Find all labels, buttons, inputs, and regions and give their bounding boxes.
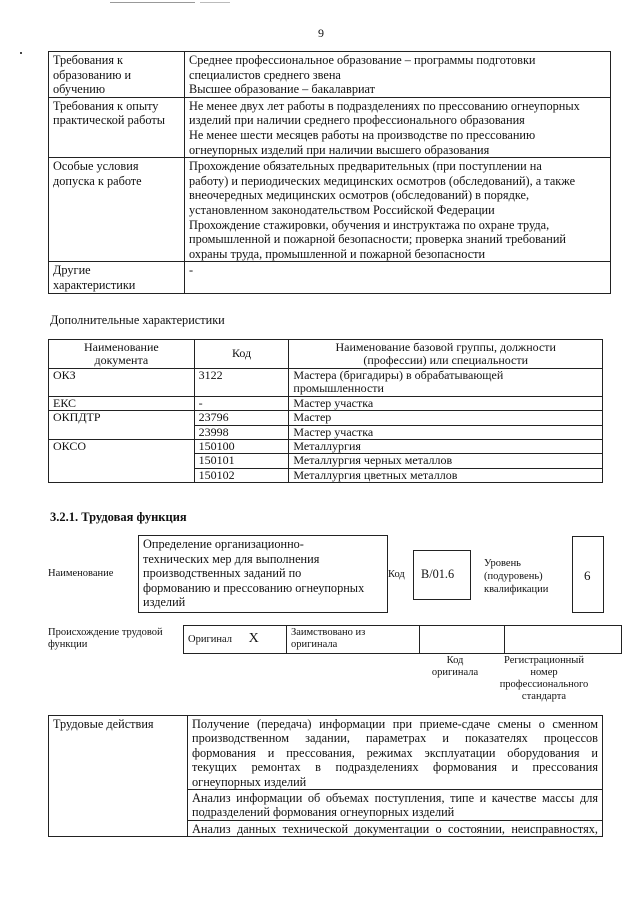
requirements-row — [49, 97, 611, 157]
classification-name: Металлургия — [289, 440, 603, 454]
header-group-name: Наименование базовой группы, должности (профессии) или специальности — [289, 340, 603, 369]
classification-code: 23796 — [194, 411, 289, 425]
scan-artifact-line — [200, 2, 230, 3]
function-name-box: Определение организационно- технических мер для выполнения производственных заданий по формованию и прессованию огнеупорных изделий — [138, 535, 388, 613]
requirement-label: Особые условия допуска к работе — [49, 158, 185, 262]
classification-code: 150100 — [194, 440, 289, 454]
requirement-label: Требования к опыту практической работы — [49, 97, 185, 157]
classification-name: Металлургия цветных металлов — [289, 468, 603, 482]
registration-number-cell — [505, 626, 622, 654]
scan-speck — [20, 52, 22, 54]
classification-code: 23998 — [194, 425, 289, 439]
header-document-name: Наименование документа — [49, 340, 195, 369]
classification-name: Мастера (бригадиры) в обрабатывающей промышленности — [289, 369, 603, 397]
origin-table — [183, 625, 622, 654]
labor-action-text: Получение (передача) информации при приеме-сдаче смены о сменном производственном задании, параметрах и показателях процессов формования и прессования, режимах эксплуатации оборудования и текущих ремонтах в подразделениях формования и прессования огнеупорных изделий — [188, 716, 603, 790]
header-code: Код — [194, 340, 289, 369]
registration-caption: Регистрационный номер профессионального стандарта — [499, 655, 589, 702]
requirement-value: Не менее двух лет работы в подразделениях по прессованию огнеупорных изделий при наличии среднего профессионального образования Не менее шести месяцев работы на производстве по прессованию огнеупорных изделий при наличии высшего образования — [185, 97, 611, 157]
additional-characteristics-table — [48, 339, 603, 483]
requirement-label: Другие характеристики — [49, 262, 185, 293]
requirements-table — [48, 51, 611, 294]
classification-row — [49, 369, 603, 397]
labor-action-text: Анализ данных технической документации о состоянии, неисправностях, — [188, 820, 603, 836]
labor-actions-table — [48, 715, 603, 837]
requirements-row — [49, 52, 611, 98]
requirement-value: Прохождение обязательных предварительных (при поступлении на работу) и периодических медицинских осмотров (обследований), а также внеочередных медицинских осмотров (обследований) в порядке, установленном законодательством Российской Федерации Прохождение стажировки, обучения и инструктажа по охране труда, промышленной и пожарной безопасности; проверка знаний требований охраны труда, промышленной и пожарной безопасности — [185, 158, 611, 262]
classification-code: 150102 — [194, 468, 289, 482]
classification-name: Мастер участка — [289, 425, 603, 439]
origin-label: Происхождение трудовой функции — [48, 627, 163, 650]
requirements-row — [49, 158, 611, 262]
classification-document: ОКПДТР — [49, 411, 195, 440]
level-box — [572, 536, 604, 613]
classification-code: 150101 — [194, 454, 289, 468]
borrowed-cell: Заимствовано из оригинала — [287, 626, 420, 654]
labor-actions-label: Трудовые действия — [49, 716, 188, 837]
labor-action-row — [49, 716, 603, 790]
labor-action-text: Анализ информации об объемах поступления, типе и качестве массы для подразделений формования огнеупорных изделий — [188, 790, 603, 821]
function-heading: 3.2.1. Трудовая функция — [50, 510, 187, 524]
classification-name: Мастер участка — [289, 396, 603, 410]
requirement-label: Требования к образованию и обучению — [49, 52, 185, 98]
classification-document: ОКЗ — [49, 369, 195, 397]
code-label: Код — [388, 569, 405, 580]
original-cell: Оригинал X — [184, 626, 287, 654]
classification-name: Мастер — [289, 411, 603, 425]
level-value: 6 — [584, 568, 591, 583]
classification-code: - — [194, 396, 289, 410]
level-label: Уровень (подуровень) квалификации — [484, 558, 549, 595]
classification-name: Металлургия черных металлов — [289, 454, 603, 468]
scan-artifact-line — [110, 2, 195, 3]
original-mark: X — [248, 631, 259, 647]
requirements-row — [49, 262, 611, 293]
classification-document: ОКСО — [49, 440, 195, 483]
classification-code: 3122 — [194, 369, 289, 397]
code-original-caption: Код оригинала — [431, 655, 479, 678]
page-number: 9 — [318, 26, 324, 40]
classification-row — [49, 396, 603, 410]
requirement-value: - — [185, 262, 611, 293]
classification-document: ЕКС — [49, 396, 195, 410]
classification-row — [49, 411, 603, 425]
requirement-value: Среднее профессиональное образование – программы подготовки специалистов среднего звена Высшее образование – бакалавриат — [185, 52, 611, 98]
code-box — [413, 550, 471, 600]
classification-row — [49, 440, 603, 454]
function-name-label: Наименование — [48, 568, 114, 579]
additional-characteristics-title: Дополнительные характеристики — [50, 313, 225, 327]
original-code-cell — [420, 626, 505, 654]
code-value: В/01.6 — [421, 567, 455, 581]
